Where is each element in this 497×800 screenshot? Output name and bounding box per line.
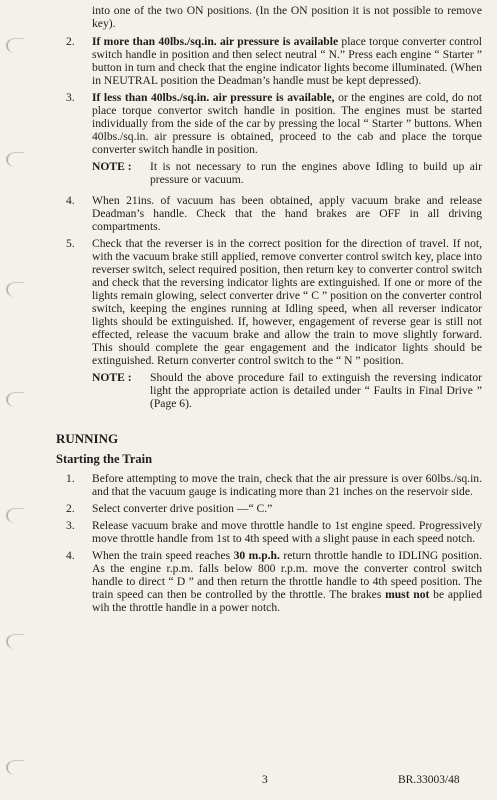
note-text: It is not necessary to run the engines above Idling to build up air pressure or vacuum. [150,160,482,186]
item-body: or the engines are cold, do not place torque convertor switch handle in position. The engines must be started individually from the side of the car by pressing the local “ Starter ” buttons. When 40lbs./sq.in. air pressure is obtained, proceed to the cab and place the torque converter switch handle in position. [92,91,482,156]
item-text [92,91,482,156]
item-body: return throttle handle to IDLING position. As the engine r.p.m. falls below 800 r.p.m. move the converter control switch handle to direct “ D ” and then return the throttle handle to 4th speed position. The train speed can then be controlled by the throttle. The brakes [92,549,482,601]
list-item [56,472,482,498]
item-number: 2. [66,502,75,515]
item-text: Before attempting to move the train, check that the air pressure is over 60lbs./sq.in. and that the vacuum gauge is indicating more than 21 inches on the reservoir side. [92,472,482,498]
punch-hole [6,508,24,523]
item-body: place torque converter control switch handle in position and then select neutral “ N.” Press each engine “ Starter ” button in turn and check that the engine indicator lights become illuminated. (When in NEUTRAL position the Deadman’s handle must be kept depressed). [92,35,482,87]
punch-hole [6,634,24,649]
note-label: NOTE : [92,371,132,384]
note [92,371,482,410]
item-text: Release vacuum brake and move throttle handle to 1st engine speed. Progressively move throttle handle from 1st to 4th speed with a slight pause in each speed notch. [92,519,482,545]
punch-hole [6,38,24,53]
speed-value: 30 m.p.h. [233,549,280,562]
item-number: 4. [66,194,75,207]
emphasis: must not [385,588,430,601]
list-item [56,35,482,87]
item-text: When 21ins. of vacuum has been obtained, apply vacuum brake and release Deadman’s handle. Check that the hand brakes are OFF in all driving compartments. [92,194,482,233]
item-number: 1. [66,472,75,485]
subsection-heading: Starting the Train [56,452,153,466]
list-item [56,194,482,233]
list-item [56,237,482,367]
item-body: be applied wih the throttle handle in a power notch. [92,588,482,614]
note-text: Should the above procedure fail to extinguish the reversing indicator light the appropriate action is detailed under “ Faults in Final Drive ” (Page 6). [150,371,482,410]
item-body: When the train speed reaches [92,549,234,562]
note [92,160,482,186]
item-number: 2. [66,35,75,48]
section-heading: RUNNING [56,431,119,446]
item-number: 3. [66,91,75,104]
item-number: 5. [66,237,75,250]
document-reference: BR.33003/48 [398,774,460,786]
item-lead: If less than 40lbs./sq.in. air pressure is available, [92,91,335,104]
page-content [56,4,482,618]
punch-hole [6,282,24,297]
list-item [56,91,482,156]
page-number: 3 [262,774,268,786]
list-item [56,549,482,614]
list-item [56,502,482,515]
item-text [92,35,482,87]
punch-hole [6,392,24,407]
note-label: NOTE : [92,160,132,173]
item-lead: If more than 40lbs./sq.in. air pressure is available [92,35,339,48]
item-number: 3. [66,519,75,532]
item-text: Check that the reverser is in the correct position for the direction of travel. If not, with the vacuum brake still applied, remove converter control switch key, place into reverser switch, select required position, then return key to converter control switch and check that the reversing indicator lights are extinguished. If one or more of the lights remain glowing, select converter drive “ C ” position on the converter control switch, keeping the engines running at Idling speed, when all reverser indicator lights should be extinguished. If, however, engagement of reverse gear is still not effected, release the vacuum brake and allow the train to move slightly forward. This should complete the gear engagement and the indicator lights should be extinguished. Return converter control switch to the “ N ” position. [92,237,482,367]
list-item [56,519,482,545]
item-text [92,549,482,614]
intro-continuation: into one of the two ON positions. (In the ON position it is not possible to remove key). [92,4,482,30]
punch-hole [6,152,24,167]
item-number: 4. [66,549,75,562]
punch-hole [6,760,24,775]
item-text: Select converter drive position —“ C.” [92,502,273,515]
